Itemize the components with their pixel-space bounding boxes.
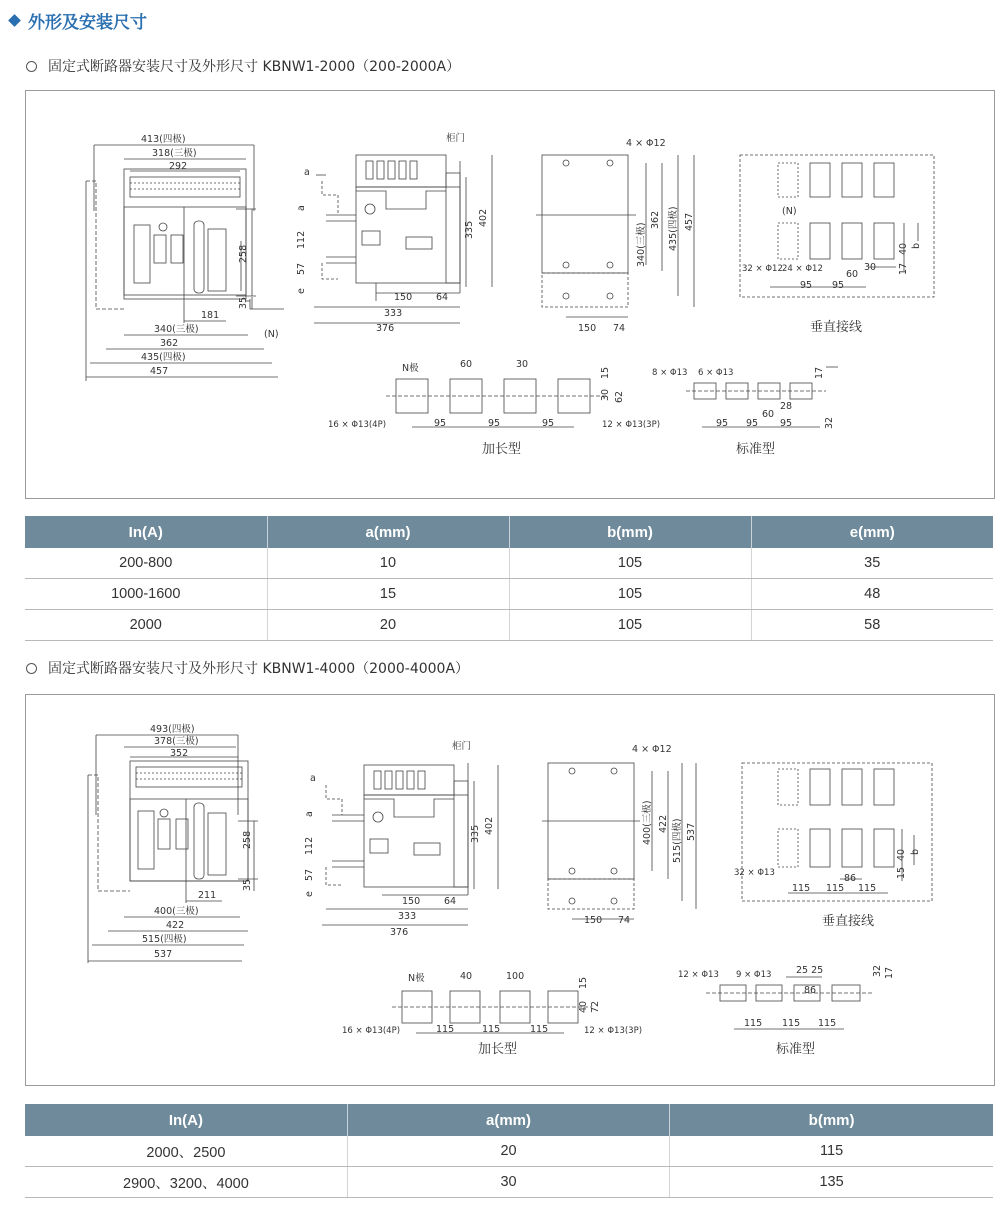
dim-l95a: 95 bbox=[434, 418, 447, 429]
dim-door: 柜门 bbox=[452, 741, 472, 752]
dim-l115a: 115 bbox=[436, 1024, 455, 1035]
dim-lN: N极 bbox=[408, 973, 425, 984]
dim-vb: b bbox=[910, 848, 921, 855]
section-heading bbox=[6, 8, 147, 32]
dim-v86: 86 bbox=[844, 873, 857, 884]
dim-a-side: a bbox=[296, 205, 307, 211]
section1-subtitle bbox=[26, 56, 460, 76]
cell-in: 1000-1600 bbox=[25, 579, 267, 610]
dim-h335: 335 bbox=[470, 824, 481, 843]
dim-v40: 40 bbox=[898, 242, 909, 255]
table-row bbox=[25, 1136, 993, 1167]
header-a: a(mm) bbox=[267, 516, 509, 548]
header-b: b(mm) bbox=[509, 516, 751, 548]
dim-w333: 333 bbox=[384, 308, 403, 319]
dim-s60: 60 bbox=[762, 409, 775, 420]
dim-s95b: 95 bbox=[746, 418, 759, 429]
heading-text: 外形及安装尺寸 bbox=[28, 12, 147, 33]
dim-holes: 4 × Φ12 bbox=[632, 744, 672, 755]
table-header-row bbox=[25, 516, 993, 548]
dim-l62: 62 bbox=[614, 390, 625, 403]
dimension-drawing-2000 bbox=[26, 91, 994, 498]
extended-type-label: 加长型 bbox=[482, 442, 522, 457]
dim-s32: 32 bbox=[824, 416, 835, 429]
header-e: e(mm) bbox=[751, 516, 993, 548]
dim-v457: 457 bbox=[684, 212, 695, 231]
dim-l95b: 95 bbox=[488, 418, 501, 429]
dim-v537: 537 bbox=[686, 822, 697, 841]
dim-v95a: 95 bbox=[800, 280, 813, 291]
dim-w292: 292 bbox=[169, 161, 188, 172]
section2-subtitle bbox=[26, 658, 469, 678]
dim-w318: 318(三极) bbox=[152, 148, 197, 159]
dim-w150: 150 bbox=[402, 896, 421, 907]
table-row bbox=[25, 1167, 993, 1198]
dim-v24: 24 × Φ12 bbox=[782, 264, 823, 274]
table-header-row bbox=[25, 1104, 993, 1136]
dim-h258: 258 bbox=[238, 244, 249, 263]
section2-subtitle-text: 固定式断路器安装尺寸及外形尺寸 KBNW1-4000（2000-4000A） bbox=[48, 661, 470, 677]
dim-w64: 64 bbox=[436, 292, 449, 303]
dim-p74: 74 bbox=[613, 323, 626, 334]
dim-v32: 32 × Φ12 bbox=[742, 264, 783, 274]
table-row bbox=[25, 579, 993, 610]
dim-h35: 35 bbox=[242, 878, 253, 891]
dim-w333: 333 bbox=[398, 911, 417, 922]
dim-s32: 32 bbox=[872, 964, 883, 977]
dim-s17: 17 bbox=[884, 966, 895, 979]
drawing-frame-kbnw1-2000 bbox=[25, 90, 995, 499]
dim-p150: 150 bbox=[584, 915, 603, 926]
dim-l15: 15 bbox=[578, 976, 589, 989]
dim-v362: 362 bbox=[650, 210, 661, 229]
dim-h112: 112 bbox=[296, 230, 307, 249]
dim-w537: 537 bbox=[154, 949, 173, 960]
cell-b: 135 bbox=[670, 1167, 993, 1198]
dim-s86: 86 bbox=[804, 985, 817, 996]
dim-w435: 435(四极) bbox=[141, 352, 186, 363]
dim-l60: 60 bbox=[460, 359, 473, 370]
cell-a: 30 bbox=[347, 1167, 669, 1198]
dim-l12: 12 × Φ13(3P) bbox=[584, 1026, 643, 1036]
dim-vN: (N) bbox=[782, 206, 797, 217]
dim-s25: 25 25 bbox=[796, 965, 824, 976]
dim-l115c: 115 bbox=[530, 1024, 549, 1035]
dim-w493: 493(四极) bbox=[150, 724, 195, 735]
dim-l40: 40 bbox=[460, 971, 473, 982]
cell-b: 105 bbox=[509, 610, 751, 641]
dim-s95c: 95 bbox=[780, 418, 793, 429]
dim-v32: 32 × Φ13 bbox=[734, 868, 775, 878]
cell-e: 58 bbox=[751, 610, 993, 641]
dim-h35: 35 bbox=[238, 296, 249, 309]
dim-w422: 422 bbox=[166, 920, 185, 931]
dim-s28: 28 bbox=[780, 401, 793, 412]
cell-a: 15 bbox=[267, 579, 509, 610]
diamond-bullet-icon bbox=[8, 14, 21, 27]
drawing-frame-kbnw1-4000 bbox=[25, 694, 995, 1086]
dim-h402: 402 bbox=[478, 208, 489, 227]
dim-l100: 100 bbox=[506, 971, 525, 982]
dim-l16: 16 × Φ13(4P) bbox=[342, 1026, 401, 1036]
dim-lN: N极 bbox=[402, 363, 419, 374]
cell-a: 20 bbox=[347, 1136, 669, 1167]
dim-e: e bbox=[304, 891, 315, 897]
dim-s115c: 115 bbox=[818, 1018, 837, 1029]
cell-e: 35 bbox=[751, 548, 993, 579]
dim-h402: 402 bbox=[484, 816, 495, 835]
dim-s8: 8 × Φ13 bbox=[652, 368, 688, 378]
dim-h112: 112 bbox=[304, 836, 315, 855]
section1-subtitle-text: 固定式断路器安装尺寸及外形尺寸 KBNW1-2000（200-2000A） bbox=[48, 59, 461, 75]
table-row bbox=[25, 548, 993, 579]
dim-v115c: 115 bbox=[858, 883, 877, 894]
dim-w413: 413(四极) bbox=[141, 134, 186, 145]
header-in: In(A) bbox=[25, 516, 267, 548]
dim-p74: 74 bbox=[618, 915, 631, 926]
dim-a-side: a bbox=[304, 811, 315, 817]
dim-v15: 15 bbox=[896, 866, 907, 879]
dim-h57: 57 bbox=[304, 868, 315, 881]
dim-s115a: 115 bbox=[744, 1018, 763, 1029]
vertical-wiring-label: 垂直接线 bbox=[822, 914, 875, 929]
header-b: b(mm) bbox=[670, 1104, 993, 1136]
cell-in: 2000 bbox=[25, 610, 267, 641]
dim-l15: 15 bbox=[600, 366, 611, 379]
dim-w340: 340(三极) bbox=[154, 324, 199, 335]
cell-a: 10 bbox=[267, 548, 509, 579]
dim-v30: 30 bbox=[864, 262, 877, 273]
standard-type-label: 标准型 bbox=[776, 1042, 816, 1057]
dim-s6: 6 × Φ13 bbox=[698, 368, 734, 378]
dim-door: 柜门 bbox=[446, 133, 466, 144]
vertical-wiring-diagram bbox=[742, 763, 932, 901]
dim-v115a: 115 bbox=[792, 883, 811, 894]
cell-b: 105 bbox=[509, 579, 751, 610]
spec-table-kbnw1-2000 bbox=[25, 516, 993, 641]
dim-s95a: 95 bbox=[716, 418, 729, 429]
dim-v515: 515(四极) bbox=[672, 818, 683, 863]
extended-type-label: 加长型 bbox=[478, 1042, 518, 1057]
dim-l95c: 95 bbox=[542, 418, 555, 429]
dim-s115b: 115 bbox=[782, 1018, 801, 1029]
dim-w362: 362 bbox=[160, 338, 179, 349]
dim-w457: 457 bbox=[150, 366, 169, 377]
cell-b: 105 bbox=[509, 548, 751, 579]
dim-holes: 4 × Φ12 bbox=[626, 138, 666, 149]
dim-e: e bbox=[296, 288, 307, 294]
dim-v95b: 95 bbox=[832, 280, 845, 291]
dim-v17: 17 bbox=[898, 262, 909, 275]
dim-l30: 30 bbox=[516, 359, 529, 370]
cell-b: 115 bbox=[670, 1136, 993, 1167]
dim-w352: 352 bbox=[170, 748, 189, 759]
cell-e: 48 bbox=[751, 579, 993, 610]
header-a: a(mm) bbox=[347, 1104, 669, 1136]
dim-v40: 40 bbox=[896, 848, 907, 861]
dim-h335: 335 bbox=[464, 220, 475, 239]
dim-l40b: 40 bbox=[578, 1000, 589, 1013]
dim-w181: 181 bbox=[201, 310, 220, 321]
dim-l30b: 30 bbox=[600, 388, 611, 401]
dim-w515: 515(四极) bbox=[142, 934, 187, 945]
cell-in: 2900、3200、4000 bbox=[25, 1167, 347, 1198]
dimension-drawing-4000 bbox=[26, 695, 994, 1085]
dim-l115b: 115 bbox=[482, 1024, 501, 1035]
dim-s17: 17 bbox=[814, 366, 825, 379]
header-in: In(A) bbox=[25, 1104, 347, 1136]
dim-s12: 12 × Φ13 bbox=[678, 970, 719, 980]
dim-a-top: a bbox=[304, 167, 310, 178]
dim-w400: 400(三极) bbox=[154, 906, 199, 917]
front-view bbox=[86, 145, 284, 381]
dim-v115b: 115 bbox=[826, 883, 845, 894]
standard-type-label: 标准型 bbox=[736, 442, 776, 457]
dim-v60: 60 bbox=[846, 269, 859, 280]
spec-table-kbnw1-4000 bbox=[25, 1104, 993, 1198]
dim-p150: 150 bbox=[578, 323, 597, 334]
cell-in: 200-800 bbox=[25, 548, 267, 579]
circle-bullet-icon bbox=[26, 663, 37, 674]
dim-v340: 340(三极) bbox=[636, 222, 647, 267]
cell-in: 2000、2500 bbox=[25, 1136, 347, 1167]
dim-v400: 400(三极) bbox=[642, 800, 653, 845]
dim-l72: 72 bbox=[590, 1000, 601, 1013]
dim-a-top: a bbox=[310, 773, 316, 784]
dim-v435: 435(四极) bbox=[668, 206, 679, 251]
dim-s9: 9 × Φ13 bbox=[736, 970, 772, 980]
dim-h57: 57 bbox=[296, 262, 307, 275]
dim-h258: 258 bbox=[242, 830, 253, 849]
table-row bbox=[25, 610, 993, 641]
cell-a: 20 bbox=[267, 610, 509, 641]
dim-w376: 376 bbox=[376, 323, 395, 334]
dim-v422: 422 bbox=[658, 814, 669, 833]
dim-w150: 150 bbox=[394, 292, 413, 303]
dim-w211: 211 bbox=[198, 890, 217, 901]
dim-w64: 64 bbox=[444, 896, 457, 907]
dim-n: (N) bbox=[264, 329, 279, 340]
dim-w376: 376 bbox=[390, 927, 409, 938]
vertical-wiring-label: 垂直接线 bbox=[810, 320, 863, 335]
dim-w378: 378(三极) bbox=[154, 736, 199, 747]
dim-vb: b bbox=[911, 242, 922, 249]
circle-bullet-icon bbox=[26, 61, 37, 72]
dim-l12: 12 × Φ13(3P) bbox=[602, 420, 661, 430]
dim-l16: 16 × Φ13(4P) bbox=[328, 420, 387, 430]
